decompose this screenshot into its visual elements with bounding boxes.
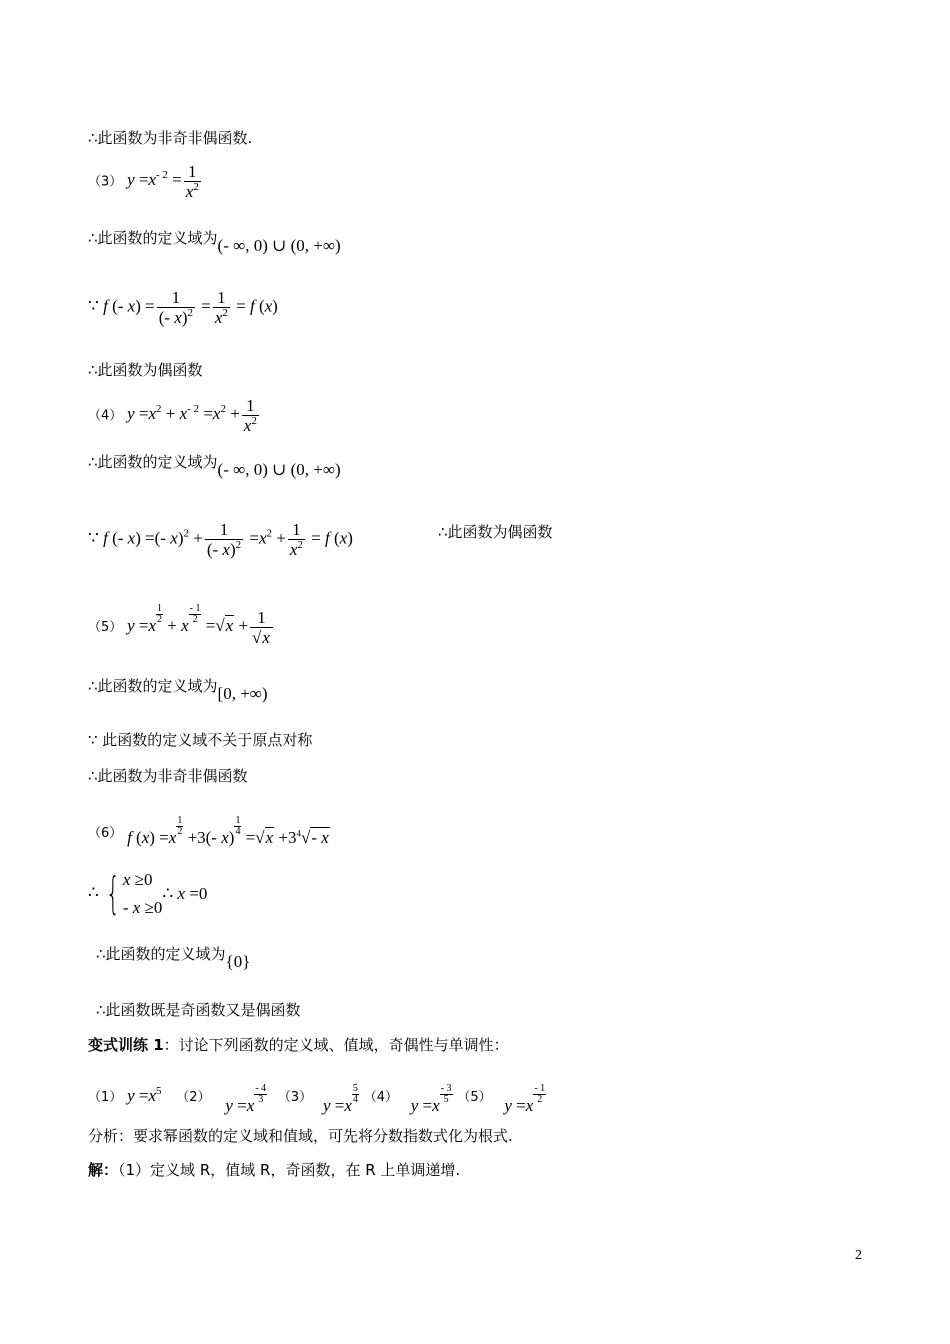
domain-line-10: ∴此函数的定义域为[0, +∞) [88,677,268,703]
domain-line-3: ∴此函数的定义域为(- ∞, 0) ∪ (0, +∞) [88,229,341,255]
domain-line-7: ∴此函数的定义域为(- ∞, 0) ∪ (0, +∞) [88,453,341,479]
item-6-formula: （6） f (x) =x $\frac{1}{2}$ +3(- x) $\frac{1}{4}$ $=√x +3^4√-$ x [88,815,329,847]
item-4-formula: （4） $y =x^2 + x^{- 2} =x^2$ + $\frac{1}{x^2}$ [88,396,257,435]
analysis-line: 分析：要求幂函数的定义域和值域，可先将分数指数式化为根式. [88,1127,513,1145]
domain-line-15: ∴此函数的定义域为{0} [96,945,251,971]
solution-line: 解：（1）定义域 R，值域 R，奇函数，在 R 上单调递增. [88,1161,461,1179]
exercise-list: （1） $y =x^5$ （2） y =x $\frac{- 4}{3}$ （3） y =x $\frac{5}{4}$ （4） y =x $\frac{- 3}{5}$ （5） y =x $\frac{- 1}{2}$ [88,1083,546,1115]
exercise-heading: 变式训练 1：讨论下列函数的定义域、值域，奇偶性与单调性： [88,1036,509,1054]
conclusion-line-5: ∴此函数为偶函数 [88,361,203,379]
conclusion-line-8: ∴此函数为偶函数 [438,523,553,541]
conclusion-line-1: ∴此函数为非奇非偶函数. [88,129,253,147]
inequality-system: ∴ { x ≥0 - x ≥0 ∴ x =0 [88,868,208,919]
item-label: （3） [88,174,123,190]
math-expression: $y =x^{- 2}$ = $\frac{1}{x^2}$ [127,162,199,201]
item-5-formula: （5） y =x $\frac{1}{2}$ + x $\frac{- 1}{2}$ =√x + $\frac{1}{√x}$ [88,604,275,647]
domain-not-symmetric: ∵ 此函数的定义域不关于原点对称 [88,731,313,749]
item-3-formula [88,162,203,201]
parity-proof-4: ∵ f (- x) =(- x)$^2$ + $\frac{1}{(- x)^2}$ $=x^2$ + $\frac{1}{x^2}$ = f (x) [88,520,353,559]
page-number: 2 [855,1248,862,1263]
conclusion-line-12: ∴此函数为非奇非偶函数 [88,767,248,785]
conclusion-line-16: ∴此函数既是奇函数又是偶函数 [96,1001,301,1019]
parity-proof-3: ∵ f (- x) = $\frac{1}{(- x)^2}$ = $\frac{1}{x^2}$ = f (x) [88,288,278,327]
